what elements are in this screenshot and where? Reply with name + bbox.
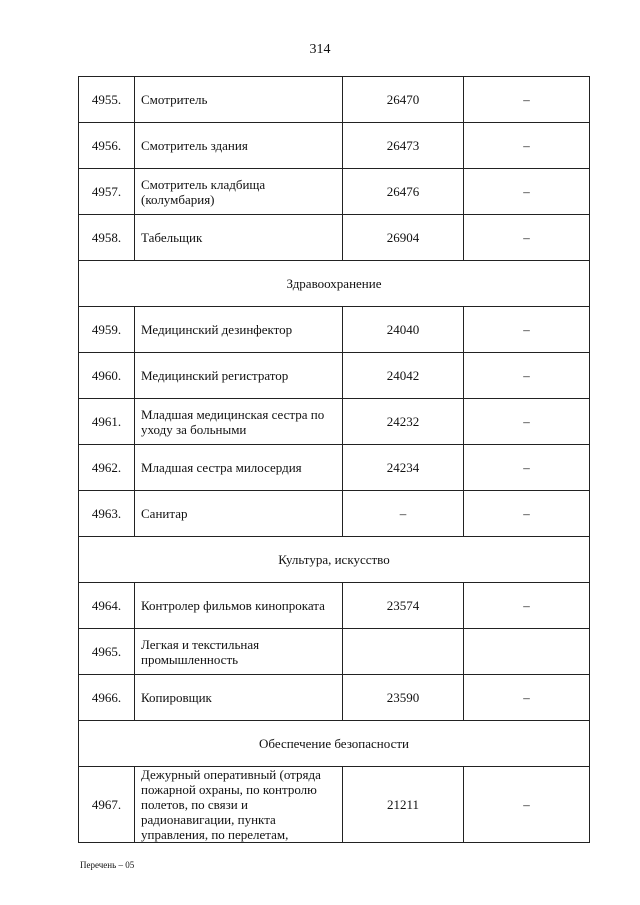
table-row: [79, 675, 590, 721]
row-number: 4962.: [79, 445, 135, 491]
section-row: [79, 261, 590, 307]
occupations-table: [78, 76, 590, 843]
row-number: 4957.: [79, 169, 135, 215]
extra-value: –: [464, 491, 590, 537]
occupation-code: 24234: [343, 445, 464, 491]
row-number: 4959.: [79, 307, 135, 353]
occupation-code: 26476: [343, 169, 464, 215]
row-number: 4956.: [79, 123, 135, 169]
occupation-code: 24040: [343, 307, 464, 353]
row-number: 4955.: [79, 77, 135, 123]
occupation-name: Младшая сестра милосердия: [135, 445, 343, 491]
occupation-name: Смотритель кладбища (колумбария): [135, 169, 343, 215]
occupation-code: 26904: [343, 215, 464, 261]
occupation-code: 24232: [343, 399, 464, 445]
table-row: [79, 77, 590, 123]
extra-value: –: [464, 767, 590, 843]
occupation-name: Копировщик: [135, 675, 343, 721]
extra-value: –: [464, 77, 590, 123]
row-number: 4961.: [79, 399, 135, 445]
table-row: [79, 767, 590, 843]
occupation-name: Санитар: [135, 491, 343, 537]
table-row: [79, 629, 590, 675]
section-title: Обеспечение безопасности: [79, 721, 590, 767]
section-title: Культура, искусство: [79, 537, 590, 583]
occupation-code: 23574: [343, 583, 464, 629]
extra-value: –: [464, 445, 590, 491]
page-number: 314: [309, 42, 331, 57]
occupation-code: 23590: [343, 675, 464, 721]
footer-text: Перечень – 05: [80, 860, 135, 870]
extra-value: –: [464, 353, 590, 399]
table-row: [79, 307, 590, 353]
row-number: 4967.: [79, 767, 135, 843]
occupation-name: Дежурный оперативный (отряда пожарной охраны, по контролю полетов, по связи и радионавигации, пункта управления, по перелетам,: [135, 767, 343, 843]
row-number: 4960.: [79, 353, 135, 399]
occupation-code: 26473: [343, 123, 464, 169]
extra-value: –: [464, 123, 590, 169]
occupation-name: Младшая медицинская сестра по уходу за больными: [135, 399, 343, 445]
row-number: 4964.: [79, 583, 135, 629]
row-number: 4966.: [79, 675, 135, 721]
occupation-name: Медицинский дезинфектор: [135, 307, 343, 353]
occupation-code: 24042: [343, 353, 464, 399]
table-row: [79, 445, 590, 491]
extra-value: –: [464, 169, 590, 215]
table-row: [79, 399, 590, 445]
occupation-code: –: [343, 491, 464, 537]
occupation-name: Смотритель: [135, 77, 343, 123]
extra-value: –: [464, 307, 590, 353]
table-row: [79, 583, 590, 629]
occupation-name: Медицинский регистратор: [135, 353, 343, 399]
table-row: [79, 353, 590, 399]
occupation-code: 21211: [343, 767, 464, 843]
extra-value: –: [464, 583, 590, 629]
extra-value: –: [464, 215, 590, 261]
section-title: Здравоохранение: [79, 261, 590, 307]
row-number: 4963.: [79, 491, 135, 537]
row-number: 4958.: [79, 215, 135, 261]
row-number: 4965.: [79, 629, 135, 675]
table-body: [79, 77, 590, 843]
extra-value: [464, 629, 590, 675]
occupation-name: Смотритель здания: [135, 123, 343, 169]
occupation-code: 26470: [343, 77, 464, 123]
extra-value: –: [464, 675, 590, 721]
section-row: [79, 721, 590, 767]
table-row: [79, 215, 590, 261]
extra-value: –: [464, 399, 590, 445]
table-row: [79, 123, 590, 169]
section-row: [79, 537, 590, 583]
occupation-name: Контролер фильмов кинопроката: [135, 583, 343, 629]
occupation-name: Легкая и текстильная промышленность: [135, 629, 343, 675]
table-row: [79, 491, 590, 537]
occupation-name: Табельщик: [135, 215, 343, 261]
table-row: [79, 169, 590, 215]
occupation-code: [343, 629, 464, 675]
